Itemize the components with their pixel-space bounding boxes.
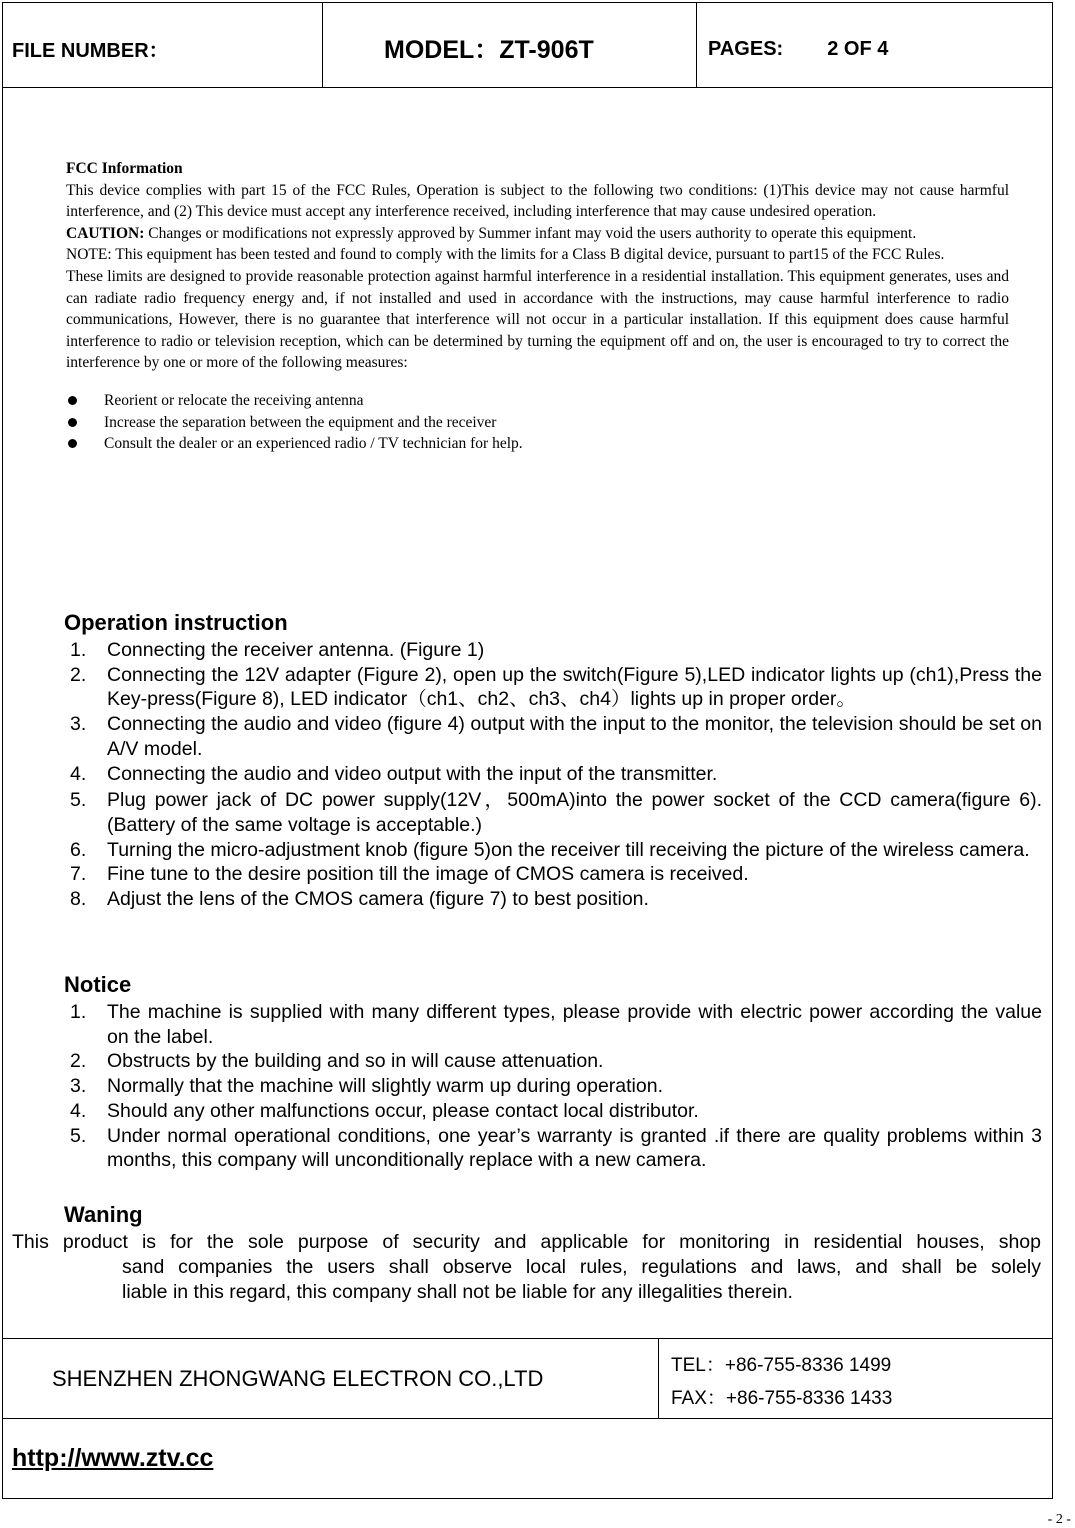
list-item <box>66 390 1009 412</box>
item-number: 2. <box>70 663 87 686</box>
list-item <box>66 412 1009 434</box>
item-number: 3. <box>70 713 87 736</box>
list-item <box>70 1074 1042 1099</box>
fcc-paragraph-1: This device complies with part 15 of the FCC Rules, Operation is subject to the following two conditions: (1)This device may not cause harmful interference, and (2) This device must accept any interference received, including interference that may cause undesired operation. <box>66 181 1009 221</box>
list-item <box>70 1049 1042 1074</box>
list-item <box>70 663 1042 712</box>
bullet-icon <box>68 439 77 448</box>
page-number: - 2 - <box>1047 1512 1071 1527</box>
notice-list <box>70 1000 1042 1173</box>
item-number: 4. <box>70 762 87 785</box>
fcc-section <box>66 158 1009 455</box>
fcc-note: NOTE: This equipment has been tested and found to comply with the limits for a Class B digital device, pursuant to part15 of the FCC Rules. <box>66 246 945 264</box>
item-text: Plug power jack of DC power supply(12V，500mA)into the power socket of the CCD camera(figure 6).(Battery of the same voltage is acceptable.) <box>107 789 1042 836</box>
item-text: Connecting the receiver antenna. (Figure 1) <box>107 639 485 661</box>
pages-label <box>708 38 888 61</box>
footer-divider-bottom <box>3 1418 1052 1419</box>
list-item <box>70 887 1042 912</box>
item-number: 8. <box>70 888 87 911</box>
waning-text <box>12 1230 1041 1305</box>
item-text: Connecting the audio and video output with the input of the transmitter. <box>107 762 718 785</box>
item-text: Obstructs by the building and so in will cause attenuation. <box>107 1050 604 1073</box>
item-number: 3. <box>70 1075 87 1098</box>
caution-text: Changes or modifications not expressly approved by Summer infant may void the users authority to operate this equipment. <box>144 224 917 242</box>
list-item <box>70 862 1042 887</box>
item-text: Connecting the 12V adapter (Figure 2), open up the switch(Figure 5),LED indicator lights up (ch1),Press the Key-press(Figure 8), LED indicator（ch1、ch2、ch3、ch4）lights up in proper order。 <box>107 663 1042 711</box>
waning-title: Waning <box>64 1202 143 1227</box>
item-text: Fine tune to the desire position till the image of CMOS camera is received. <box>107 863 749 886</box>
item-number: 6. <box>70 838 87 861</box>
fcc-caution <box>66 223 1009 245</box>
bullet-text: Increase the separation between the equipment and the receiver <box>104 413 497 431</box>
telephone: TEL：+86-755-8336 1499 <box>671 1355 892 1376</box>
bullet-icon <box>68 418 77 427</box>
bullet-icon <box>68 396 77 405</box>
operation-list <box>70 638 1042 912</box>
model-label: MODEL：ZT-906T <box>384 36 594 64</box>
item-text: Adjust the lens of the CMOS camera (figure 7) to best position. <box>107 888 649 911</box>
item-text: Normally that the machine will slightly warm up during operation. <box>107 1075 663 1098</box>
footer-col-divider <box>658 1338 659 1418</box>
item-text: Should any other malfunctions occur, please contact local distributor. <box>107 1099 699 1122</box>
item-number: 1. <box>70 639 87 661</box>
waning-line-3: liable in this regard, this company shall not be liable for any illegalities therein. <box>122 1281 793 1303</box>
item-text: Turning the micro-adjustment knob (figure 5)on the receiver till receiving the picture of the wireless camera. <box>107 838 1030 861</box>
bullet-text: Consult the dealer or an experienced radio / TV technician for help. <box>104 435 523 453</box>
item-number: 5. <box>70 1124 87 1147</box>
item-text: The machine is supplied with many different types, please provide with electric power according the value on the label. <box>107 1001 1042 1048</box>
list-item <box>70 1124 1042 1173</box>
fcc-title: FCC Information <box>66 160 183 177</box>
header-col-divider-2 <box>696 3 697 87</box>
item-number: 1. <box>70 1001 87 1023</box>
item-number: 5. <box>70 789 87 812</box>
list-item <box>70 838 1042 863</box>
list-item <box>70 762 1042 787</box>
waning-line-2: sand companies the users shall observe local rules, regulations and laws, and shall be solely <box>122 1256 1041 1278</box>
list-item <box>70 1099 1042 1124</box>
list-item <box>70 638 1042 663</box>
item-text: Under normal operational conditions, one year’s warranty is granted .if there are quality problems within 3 months, this company will unconditionally replace with a new camera. <box>107 1124 1042 1172</box>
notice-title: Notice <box>64 972 132 997</box>
fcc-measures-list <box>66 390 1009 455</box>
item-number: 2. <box>70 1050 87 1073</box>
caution-label: CAUTION: <box>66 224 145 242</box>
footer-divider-top <box>3 1338 1052 1339</box>
item-number: 4. <box>70 1099 87 1122</box>
fcc-paragraph-2: These limits are designed to provide reasonable protection against harmful interference in a residential installation. This equipment generates, uses and can radiate radio frequency energy and, if not installed and used in accordance with the instructions, may cause harmful interference to radio communications, However, there is no guarantee that interference will not occur in a particular installation. If this equipment does cause harmful interference to radio or television reception, which can be determined by turning the equipment off and on, the user is encouraged to try to correct the interference by one or more of the following measures: <box>66 267 1009 372</box>
list-item <box>70 788 1042 837</box>
header-col-divider-1 <box>322 3 323 87</box>
fax: FAX：+86-755-8336 1433 <box>671 1388 893 1409</box>
company-name: SHENZHEN ZHONGWANG ELECTRON CO.,LTD <box>52 1366 544 1391</box>
pages-label-text: PAGES: <box>708 38 784 60</box>
waning-line-1: This product is for the sole purpose of security and applicable for monitoring in residential houses, shop <box>12 1231 1041 1253</box>
bullet-text: Reorient or relocate the receiving antenna <box>104 391 364 409</box>
list-item <box>70 1000 1042 1049</box>
list-item <box>66 433 1009 455</box>
file-number-label: FILE NUMBER： <box>12 40 169 62</box>
list-item <box>70 712 1042 761</box>
item-number: 7. <box>70 863 87 886</box>
website-link[interactable]: http://www.ztv.cc <box>12 1444 214 1472</box>
item-text: Connecting the audio and video (figure 4) output with the input to the monitor, the television should be set on A/V model. <box>107 713 1042 760</box>
header-divider <box>3 87 1052 88</box>
pages-value: 2 OF 4 <box>827 38 889 60</box>
operation-title: Operation instruction <box>64 610 288 635</box>
